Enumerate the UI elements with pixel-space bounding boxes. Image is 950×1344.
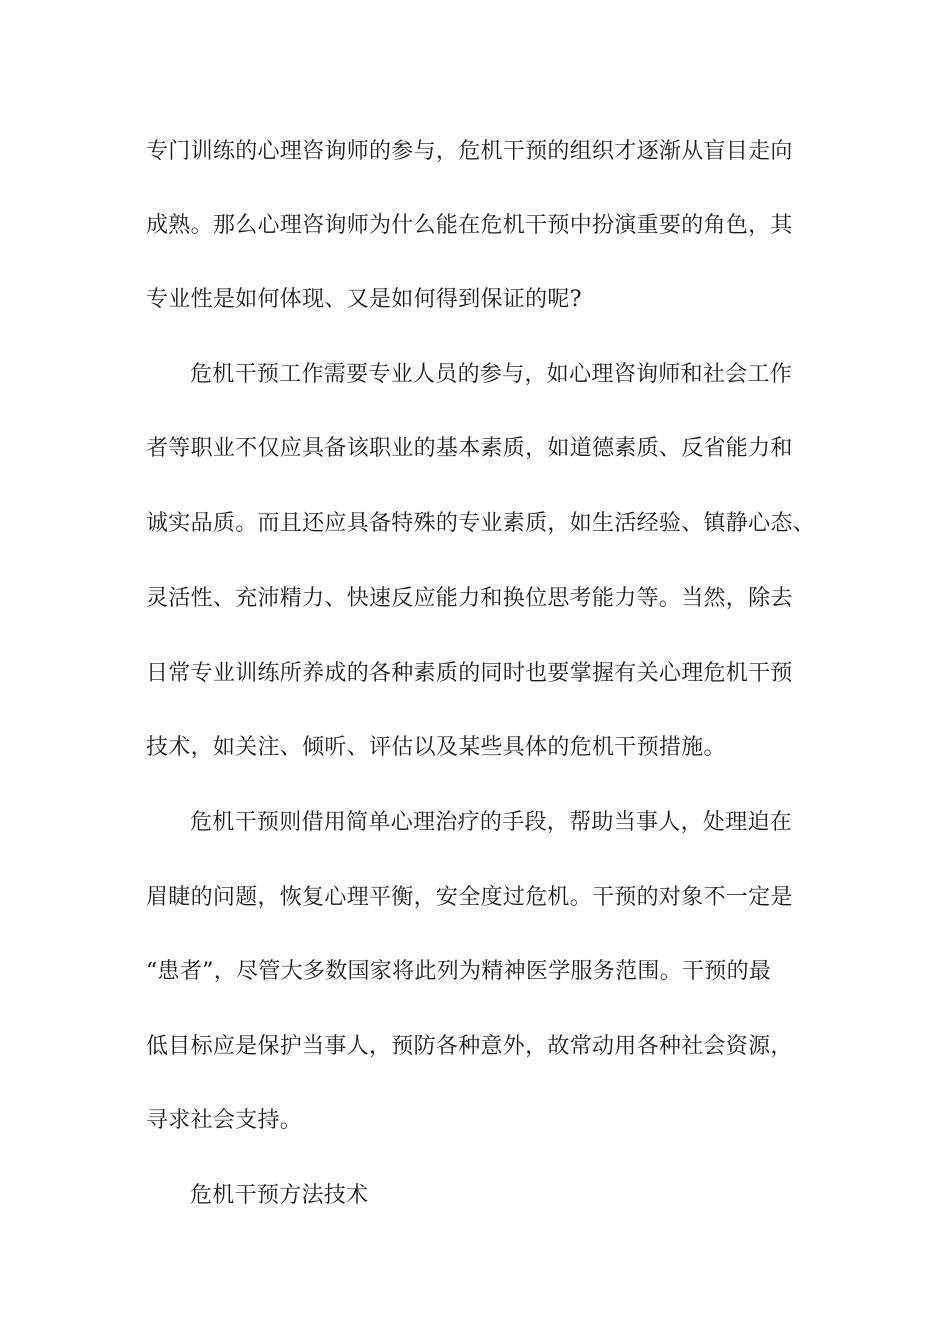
text-line: 专门训练的心理咨询师的参与，危机干预的组织才逐渐从盲目走向 [146, 139, 793, 164]
text-line: 日常专业训练所养成的各种素质的同时也要掌握有关心理危机干预 [146, 661, 793, 686]
text-line: 灵活性、充沛精力、快速反应能力和换位思考能力等。当然，除去 [146, 586, 793, 611]
text-line: 技术，如关注、倾听、评估以及某些具体的危机干预措施。 [146, 735, 726, 760]
section-heading: 危机干预方法技术 [190, 1183, 369, 1208]
text-line: 诚实品质。而且还应具备特殊的专业素质，如生活经验、镇静心态、 [146, 511, 816, 536]
text-line: 者等职业不仅应具备该职业的基本素质，如道德素质、反省能力和 [146, 436, 793, 461]
paragraph-start-line: 危机干预则借用简单心理治疗的手段，帮助当事人，处理迫在 [190, 810, 793, 835]
text-line: 眉睫的问题，恢复心理平衡，安全度过危机。干预的对象不一定是 [146, 885, 793, 910]
text-line: 寻求社会支持。 [146, 1108, 303, 1133]
text-line: 成熟。那么心理咨询师为什么能在危机干预中扮演重要的角色，其 [146, 213, 793, 238]
text-line: “患者”，尽管大多数国家将此列为精神医学服务范围。干预的最 [146, 959, 772, 984]
text-line: 专业性是如何体现、又是如何得到保证的呢? [146, 287, 582, 312]
paragraph-start-line: 危机干预工作需要专业人员的参与，如心理咨询师和社会工作 [190, 362, 793, 387]
text-line: 低目标应是保护当事人，预防各种意外，故常动用各种社会资源， [146, 1034, 793, 1059]
